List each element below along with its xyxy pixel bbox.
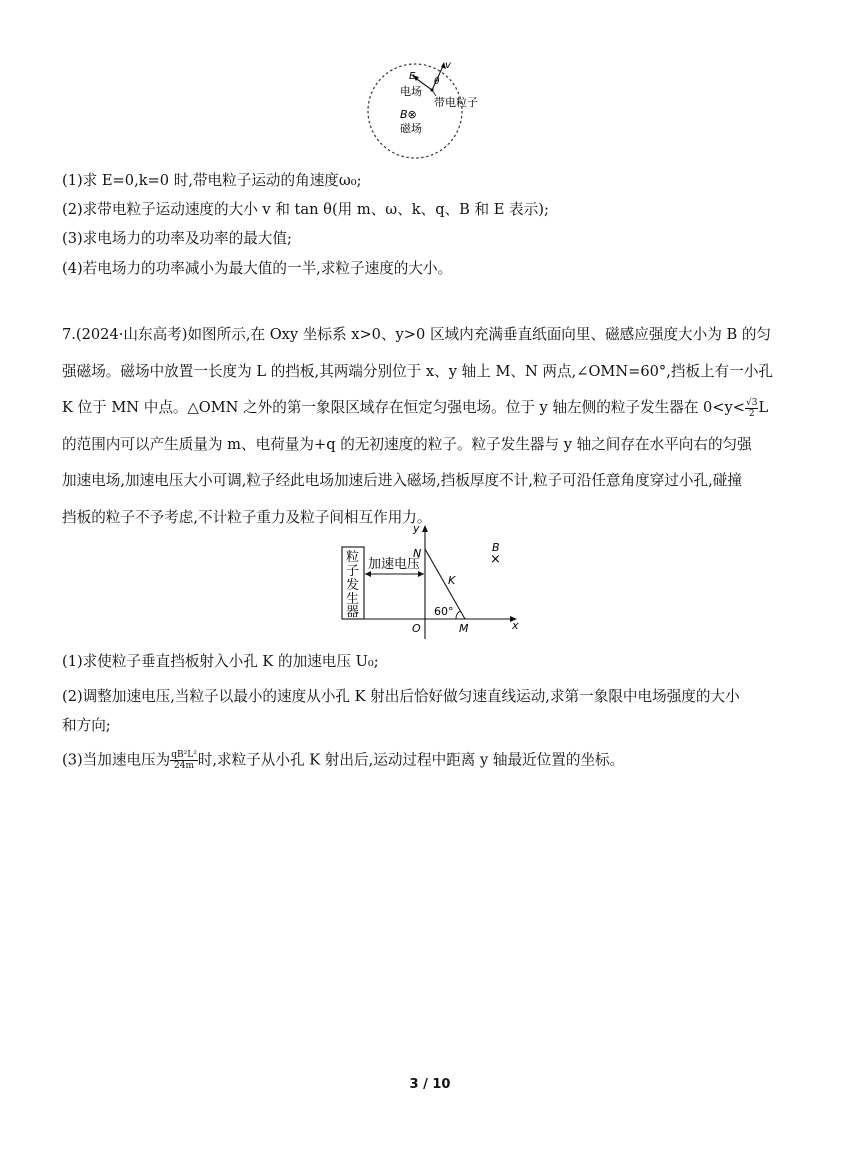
q7-line-6: 挡板的粒子不予考虑,不计粒子重力及粒子间相互作用力。 [62, 508, 432, 526]
accel-voltage-label: 加速电压 [368, 557, 421, 572]
q7-line-4: 的范围内可以产生质量为 m、电荷量为+q 的无初速度的粒子。粒子发生器与 y 轴之间存在水平向右的匀强 [62, 435, 752, 453]
angle-arc [456, 611, 460, 619]
baffle-coordinate-figure [338, 521, 528, 641]
q7-part2-line2: 和方向; [62, 717, 111, 734]
fraction-numerator: qB²L² [171, 750, 197, 760]
generator-char-4: 生 [346, 592, 360, 607]
fraction-numerator: √3 [746, 397, 758, 408]
q7-part3 [62, 750, 624, 771]
charged-particle-label: 带电粒子 [434, 96, 478, 109]
q7-line-5: 加速电场,加速电压大小可调,粒子经此电场加速后进入磁场,挡板厚度不计,粒子可沿任意角度穿过小孔,碰撞 [62, 472, 742, 489]
q6-part3: (3)求电场力的功率及功率的最大值; [62, 230, 292, 247]
angle-label: 60° [434, 605, 454, 618]
origin-label: O [412, 622, 421, 635]
electric-field-text: 电场 [400, 85, 422, 98]
velocity-label: v [445, 60, 451, 71]
q7-part2-line1: (2)调整加速电压,当粒子以最小的速度从小孔 K 射出后恰好做匀速直线运动,求第一象限中电场强度的大小 [62, 688, 740, 705]
x-axis-label: x [512, 619, 519, 632]
q7-line-3 [62, 390, 802, 427]
q7-line-3-start: K 位于 MN 中点。△OMN 之外的第一象限区域存在恒定匀强电场。位于 y 轴左侧的粒子发生器在 0<y< [62, 399, 746, 416]
point-k-label: K [448, 574, 456, 587]
generator-char-2: 子 [346, 564, 360, 579]
charged-particle [430, 88, 433, 91]
fraction-denominator: 2 [748, 408, 755, 419]
q6-part1: (1)求 E=0,k=0 时,带电粒子运动的角速度ω₀; [62, 172, 362, 189]
q7-part3-end: 时,求粒子从小孔 K 射出后,运动过程中距离 y 轴最近位置的坐标。 [197, 751, 625, 769]
q7-line-2: 强磁场。磁场中放置一长度为 L 的挡板,其两端分别位于 x、y 轴上 M、N 两点,∠OMN=60°,挡板上有一小孔 [62, 362, 774, 380]
theta-label: θ [434, 77, 440, 87]
electric-field-label: E [409, 71, 416, 82]
q6-part2: (2)求带电粒子运动速度的大小 v 和 tan θ(用 m、ω、k、q、B 和 E 表示); [62, 201, 549, 218]
q7-line-1: 7.(2024·山东高考)如图所示,在 Oxy 坐标系 x>0、y>0 区域内充满垂直纸面向里、磁感应强度大小为 B 的匀 [62, 326, 772, 343]
q6-part4: (4)若电场力的功率减小为最大值的一半,求粒子速度的大小。 [62, 260, 453, 277]
sqrt3-over-2-fraction [745, 398, 758, 419]
q7-part3-start: (3)当加速电压为 [62, 751, 171, 769]
q7-line-3-end: L [758, 399, 769, 416]
point-n-label: N [413, 547, 422, 560]
generator-char-3: 发 [346, 578, 360, 593]
magnetic-field-symbol: B⊗ [400, 108, 417, 121]
y-axis-label: y [413, 522, 420, 535]
generator-char-1: 粒 [346, 550, 360, 565]
fraction-denominator: 24m [174, 761, 195, 771]
magnetic-field-text: 磁场 [400, 122, 422, 135]
point-m-label: M [459, 622, 469, 635]
page-number: 3 / 10 [409, 1077, 451, 1092]
accel-voltage-fraction [170, 750, 198, 771]
magnetic-field-label: B [492, 541, 500, 554]
field-region-figure [362, 56, 478, 162]
y-axis-arrowhead [422, 525, 428, 532]
q7-part1: (1)求使粒子垂直挡板射入小孔 K 的加速电压 U₀; [62, 653, 379, 670]
generator-char-5: 器 [346, 605, 360, 620]
q7-statement [62, 317, 802, 536]
into-page-cross: × [490, 552, 501, 567]
